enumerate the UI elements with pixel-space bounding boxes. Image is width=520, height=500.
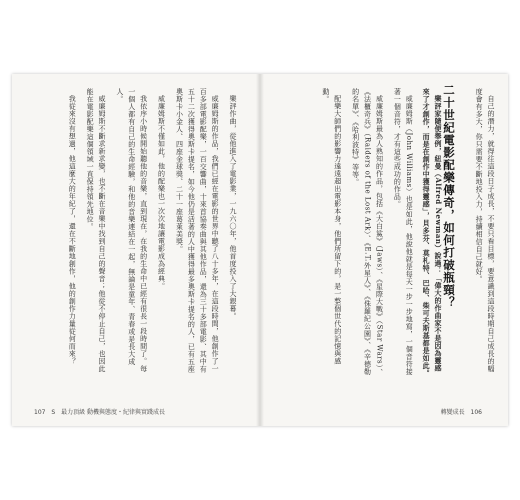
right-page-number: 106 xyxy=(470,409,482,416)
left-paragraph-6: 我從來沒有想過，他這麼大的年紀了，還在不斷地創作，他的創作力量從何而來？ xyxy=(68,95,77,365)
book-spread xyxy=(12,74,508,426)
right-page-footer xyxy=(441,407,486,416)
right-page-body xyxy=(284,88,444,378)
left-paragraph-1: 樂評作曲，從他進入了電影業，一九六〇年，他首度投入了大銀幕。 xyxy=(229,95,237,320)
right-page xyxy=(260,74,508,426)
right-paragraph-2: 威廉姆斯（John Williams）也是如此，他說他就是每天一步一步地寫，一個音符接著一個音符，才有這些成功的作品。 xyxy=(393,88,414,376)
right-page-intro xyxy=(456,88,496,378)
left-paragraph-5: 威廉姆斯不斷求新求變，也不斷在音樂中找到自己的聲音；他從不停止自己，也因此能在電影配樂這個領域一直保持領先地位。 xyxy=(86,88,106,373)
left-page-body xyxy=(40,88,238,378)
right-paragraph-4: 配樂大師們的影響力遠遠超出電影本身，他們所留下的，是一整個世代的記憶與感動。 xyxy=(321,88,342,365)
left-running-title: 最力頂級 動機與態度・紀律與實踐成長 xyxy=(61,409,166,416)
section-heading: 二十世紀電影配樂傳奇，如何打破瓶頸？ xyxy=(442,84,456,309)
left-paragraph-4: 我依序小時候開始聽他的音樂，直到現在，在我的生命中已經有很長一段時間了。每一個人都有自己的生命經驗，和他的音樂連結在一起，無論是童年、青春或是長大成人。 xyxy=(115,88,148,373)
left-page-number: 107 xyxy=(34,409,46,416)
left-section-label: S xyxy=(51,409,56,416)
right-paragraph-3: 威廉姆斯最為人熟知的作品，包括《大白鯊》（Jaws）、《星際大戰》（Star Wars）、《法櫃奇兵》（Raiders of the Lost Ark）、《E.T.外星人》、《侏羅紀公園》、《辛德勒的名單》、《哈利波特》等等。 xyxy=(351,88,384,376)
right-paragraph-1: 樂評家隨便舉例，紐曼（Alfred Newman）說過：「偉大的作曲家不是因為靈感來了才創作，而是在創作中獲得靈感」，貝多芬、莫札特、巴哈、柴可夫斯基都是如此。 xyxy=(422,88,443,377)
left-page xyxy=(12,74,260,426)
left-paragraph-2: 威廉姆斯的作品，我們已經在電影的世界中聽了八十多年，在這段時間，他創作了一百多部電影配樂，一百交響曲，十來首協奏曲與其他作品，還為三十多部電影、其中有五十二次獲得奧斯卡提名，如今他仍是活著的人中獲得最多奧斯卡提名的人，已有五座奧斯卡小金人、四座金球獎、二十一座葛萊美獎。 xyxy=(175,88,220,373)
right-intro-paragraph: 自己的潛力，就得往這段日子成長，不要只看目標，要意識到這段時期自己成長的幅度會有多大，你只需要不斷地投入力，持續相信自己就好。 xyxy=(475,88,495,373)
left-paragraph-3: 威廉姆斯不僅如此，他的配樂也一次次地讓電影成為經典。 xyxy=(157,95,166,290)
left-page-footer xyxy=(34,407,169,416)
right-running-title: 轉變成長 xyxy=(440,409,465,416)
